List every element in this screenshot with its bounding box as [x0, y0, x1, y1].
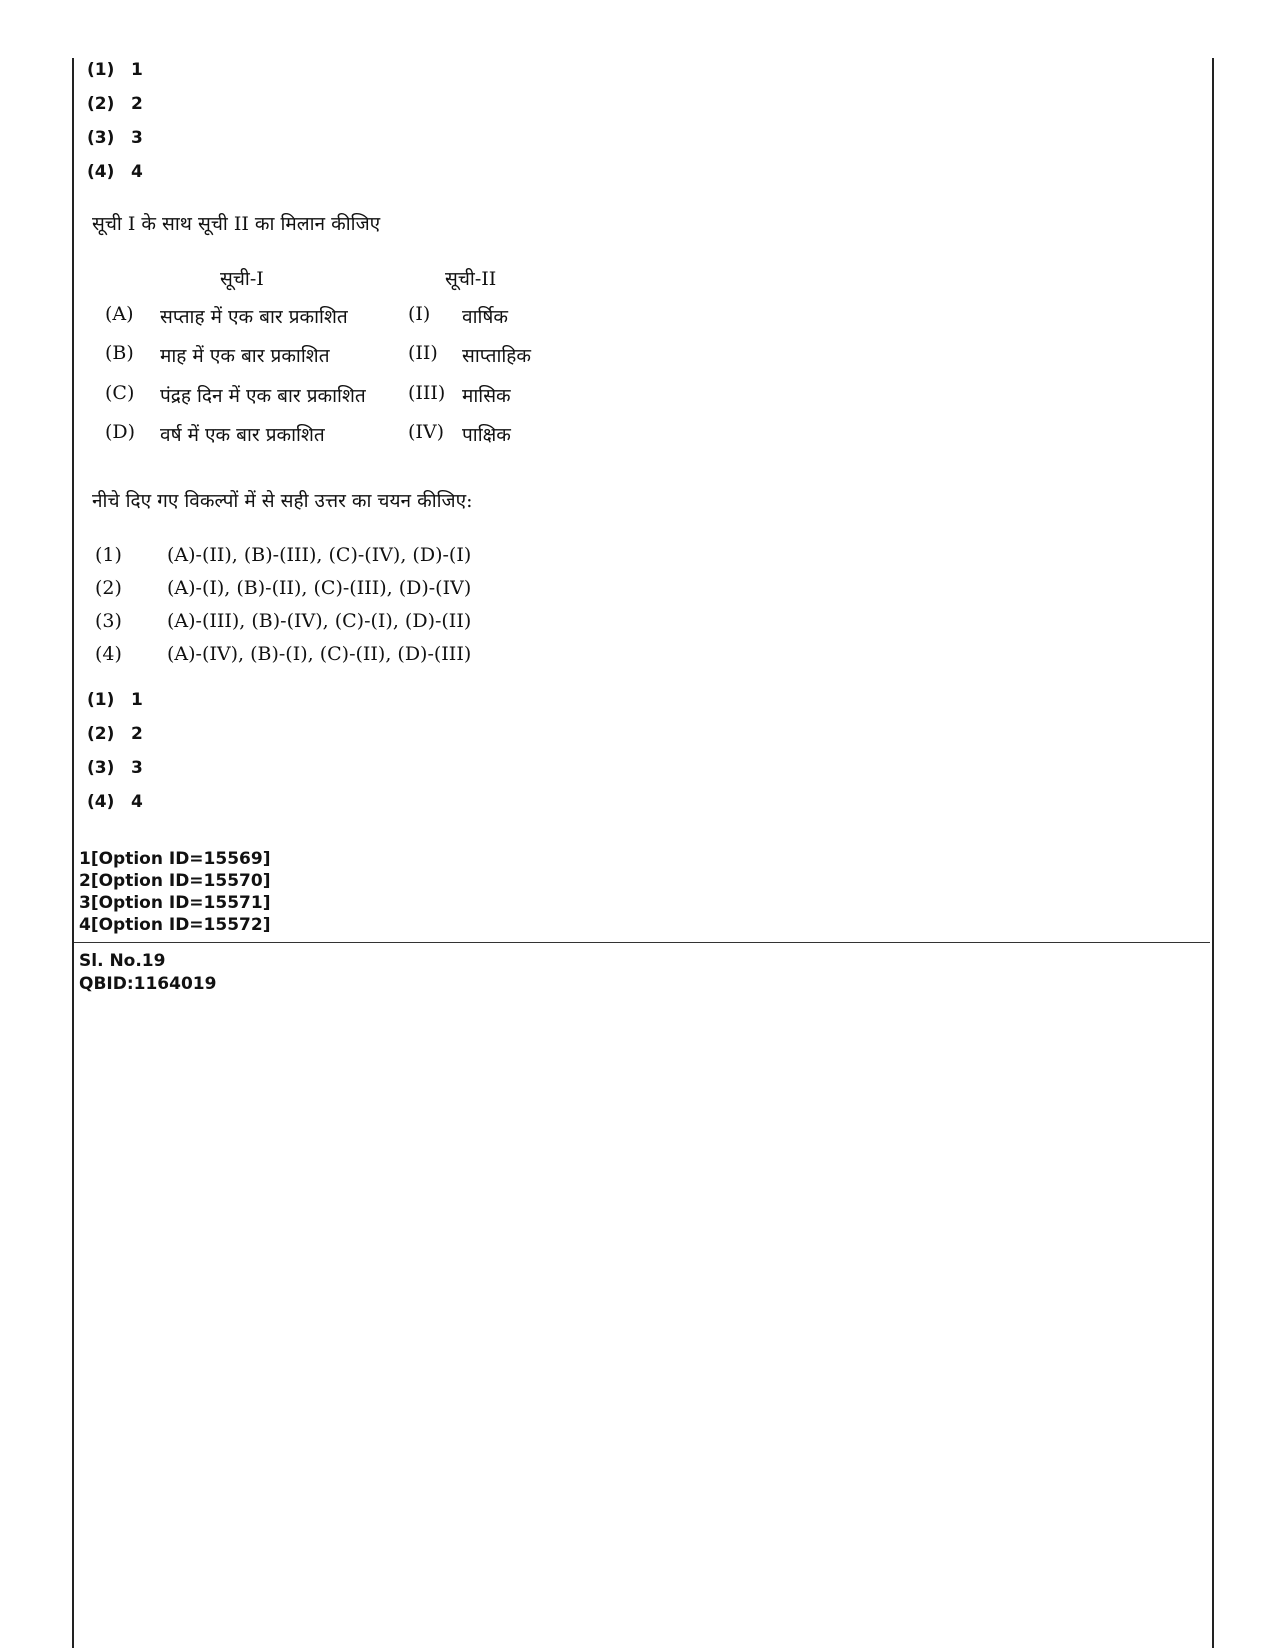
question-bank-id: QBID:1164019 [79, 974, 217, 994]
top-option-2 [87, 94, 143, 114]
option-number: (4) [87, 792, 115, 812]
option-value: 3 [131, 128, 143, 148]
option-number: (2) [87, 724, 115, 744]
list1-text: पंद्रह दिन में एक बार प्रकाशित [160, 385, 366, 407]
list2-label: (IV) [408, 421, 445, 443]
choice-number: (2) [95, 577, 122, 599]
choice-number: (3) [95, 610, 122, 632]
option-number: (2) [87, 94, 115, 114]
choice-text: (A)-(III), (B)-(IV), (C)-(I), (D)-(II) [167, 610, 472, 632]
option-id-4: 4[Option ID=15572] [79, 915, 271, 935]
choice-text: (A)-(IV), (B)-(I), (C)-(II), (D)-(III) [167, 643, 472, 665]
list2-label: (II) [408, 342, 438, 364]
choose-instruction: नीचे दिए गए विकल्पों में से सही उत्तर का चयन कीजिए: [92, 490, 473, 512]
option-number: (1) [87, 690, 115, 710]
list2-text: मासिक [462, 385, 511, 407]
list1-label: (B) [105, 342, 134, 364]
option-number: (4) [87, 162, 115, 182]
bottom-option-1 [87, 690, 143, 710]
choice-number: (4) [95, 643, 122, 665]
list1-label: (D) [105, 421, 136, 443]
serial-number: Sl. No.19 [79, 951, 166, 971]
list1-header: सूची-I [220, 268, 264, 290]
question-divider [74, 942, 1210, 943]
top-option-3 [87, 128, 143, 148]
option-value: 1 [131, 690, 143, 710]
bottom-option-3 [87, 758, 143, 778]
bottom-option-2 [87, 724, 143, 744]
bottom-option-4 [87, 792, 143, 812]
option-value: 3 [131, 758, 143, 778]
choice-number: (1) [95, 544, 122, 566]
list2-text: वार्षिक [462, 306, 508, 328]
option-value: 4 [131, 162, 143, 182]
option-number: (3) [87, 128, 115, 148]
list2-header: सूची-II [445, 268, 497, 290]
option-value: 1 [131, 60, 143, 80]
option-id-1: 1[Option ID=15569] [79, 849, 271, 869]
list1-label: (C) [105, 382, 135, 404]
option-id-2: 2[Option ID=15570] [79, 871, 271, 891]
question-instruction: सूची I के साथ सूची II का मिलान कीजिए [92, 213, 381, 235]
list1-text: वर्ष में एक बार प्रकाशित [160, 424, 325, 446]
choice-text: (A)-(II), (B)-(III), (C)-(IV), (D)-(I) [167, 544, 472, 566]
list2-label: (I) [408, 303, 431, 325]
list2-text: पाक्षिक [462, 424, 511, 446]
list2-label: (III) [408, 382, 446, 404]
top-option-4 [87, 162, 143, 182]
list2-text: साप्ताहिक [462, 345, 531, 367]
option-number: (3) [87, 758, 115, 778]
choice-text: (A)-(I), (B)-(II), (C)-(III), (D)-(IV) [167, 577, 472, 599]
list1-label: (A) [105, 303, 134, 325]
option-number: (1) [87, 60, 115, 80]
option-value: 2 [131, 94, 143, 114]
option-id-3: 3[Option ID=15571] [79, 893, 271, 913]
list1-text: माह में एक बार प्रकाशित [160, 345, 330, 367]
option-value: 2 [131, 724, 143, 744]
option-value: 4 [131, 792, 143, 812]
list1-text: सप्ताह में एक बार प्रकाशित [160, 306, 348, 328]
top-option-1 [87, 60, 143, 80]
